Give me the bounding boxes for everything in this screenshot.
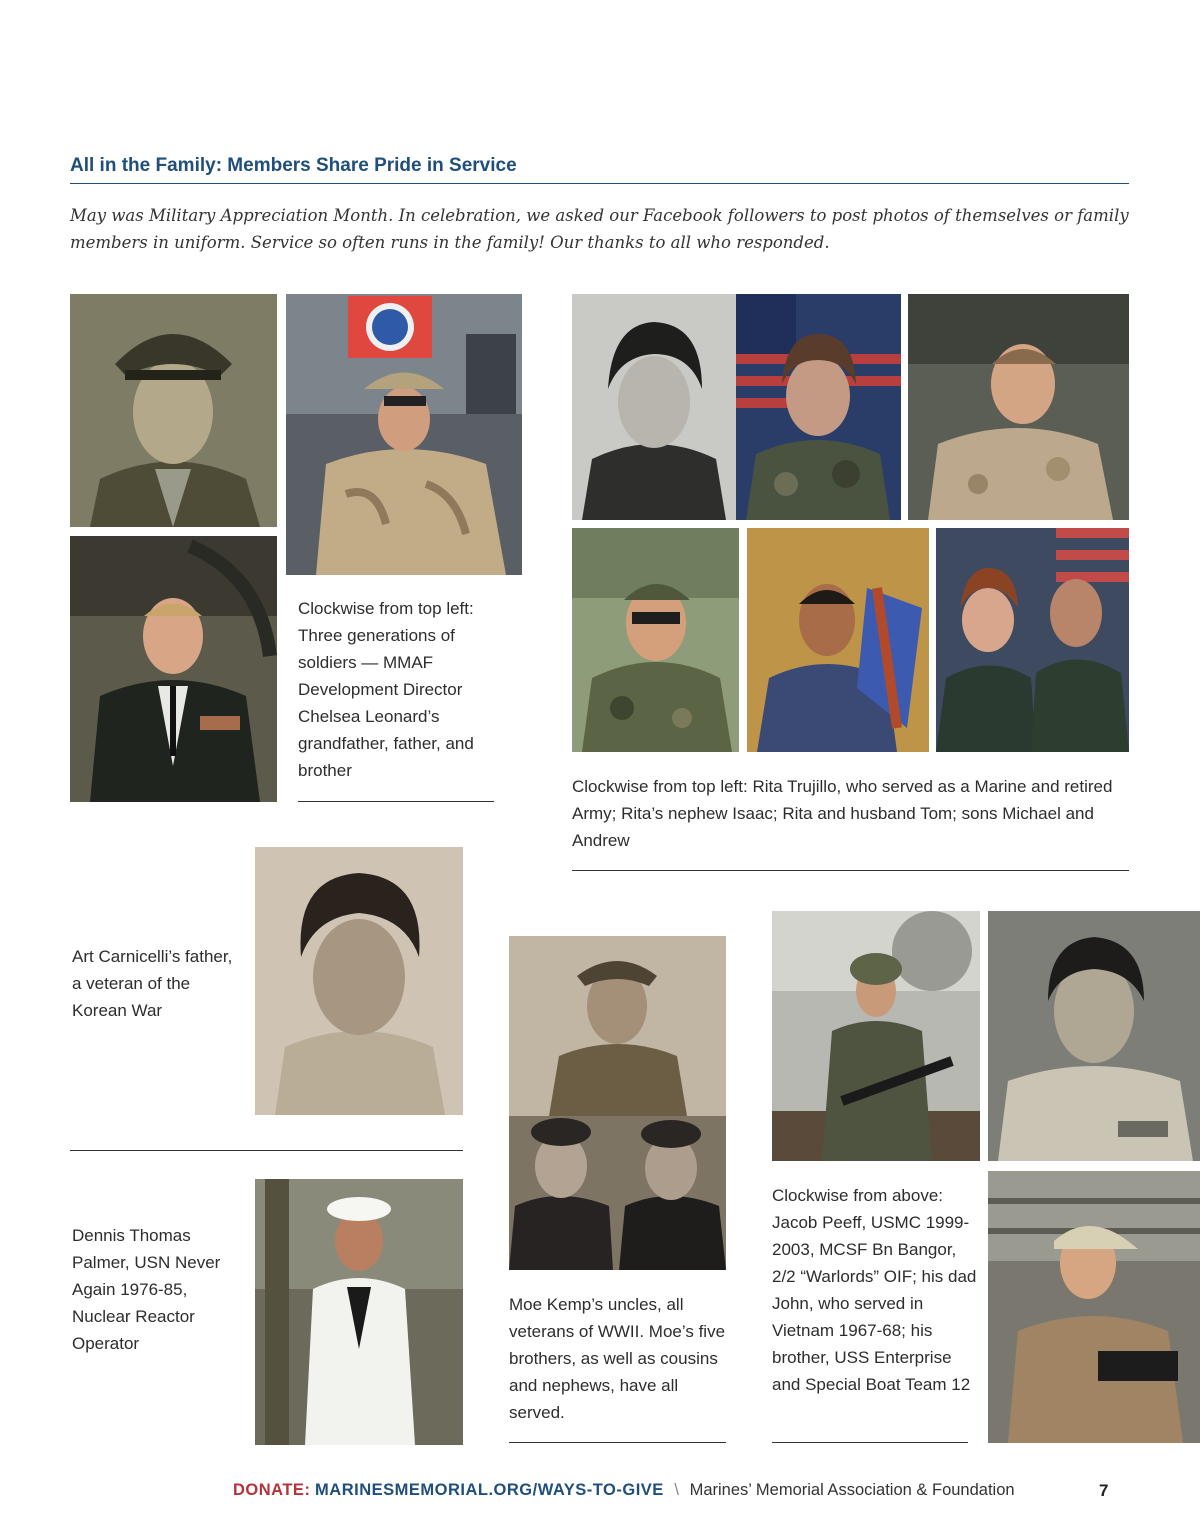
photo-peeff-brother-boat bbox=[988, 1171, 1200, 1443]
photo-rita-marine-bw bbox=[572, 294, 736, 520]
photo-kemp-uncles-wwii bbox=[509, 936, 726, 1270]
photo-jacob-peeff-rifle bbox=[772, 911, 980, 1161]
footer-donate-label: DONATE: bbox=[233, 1481, 311, 1499]
article-intro: May was Military Appreciation Month. In celebration, we asked our Facebook followers to post photos of themselves or family members in uniform. Service so often runs in the family! Our thanks to all who responded. bbox=[70, 206, 1129, 252]
photo-brother-dress-uniform bbox=[70, 536, 277, 802]
photo-rita-and-tom bbox=[936, 528, 1129, 752]
caption-divider bbox=[572, 870, 1129, 871]
photo-carnicelli-father-sepia bbox=[255, 847, 463, 1115]
caption-divider bbox=[509, 1442, 726, 1443]
caption-leonard-family: Clockwise from top left: Three generations of soldiers — MMAF Development Director Chelsea Leonard’s grandfather, father, and brother bbox=[298, 599, 474, 780]
page-number: 7 bbox=[1099, 1481, 1109, 1500]
article-title: All in the Family: Members Share Pride in Service bbox=[70, 155, 1129, 184]
caption-carnicelli: Art Carnicelli’s father, a veteran of the Korean War bbox=[72, 947, 233, 1020]
photo-father-desert-uniform bbox=[286, 294, 522, 575]
footer-donate-link[interactable]: MARINESMEMORIAL.ORG/WAYS-TO-GIVE bbox=[315, 1481, 664, 1499]
photo-andrew-flag bbox=[747, 528, 929, 752]
caption-kemp: Moe Kemp’s uncles, all veterans of WWII. Moe’s five brothers, as well as cousins and nephews, have all served. bbox=[509, 1295, 726, 1422]
photo-michael-marine-sunglasses bbox=[572, 528, 739, 752]
caption-divider bbox=[70, 1150, 463, 1151]
photo-palmer-navy-whites bbox=[255, 1179, 463, 1445]
photo-john-peeff-vietnam bbox=[988, 911, 1200, 1161]
caption-trujillo-family: Clockwise from top left: Rita Trujillo, who served as a Marine and retired Army; Rita’s nephew Isaac; Rita and husband Tom; sons Michael and Andrew bbox=[572, 777, 1113, 850]
caption-peeff: Clockwise from above: Jacob Peeff, USMC 1999-2003, MCSF Bn Bangor, 2/2 “Warlords” OIF; his dad John, who served in Vietnam 1967-68; his brother, USS Enterprise and Special Boat Team 12 bbox=[772, 1186, 977, 1394]
photo-rita-army-flag bbox=[736, 294, 901, 520]
photo-grandfather-sepia bbox=[70, 294, 277, 527]
photo-isaac-marine bbox=[908, 294, 1129, 520]
caption-divider bbox=[298, 801, 494, 802]
page-footer bbox=[233, 1481, 1133, 1500]
caption-palmer: Dennis Thomas Palmer, USN Never Again 1976-85, Nuclear Reactor Operator bbox=[72, 1226, 221, 1353]
footer-separator: \ bbox=[674, 1481, 679, 1499]
footer-organization: Marines’ Memorial Association & Foundation bbox=[689, 1481, 1015, 1499]
caption-divider bbox=[772, 1442, 968, 1443]
